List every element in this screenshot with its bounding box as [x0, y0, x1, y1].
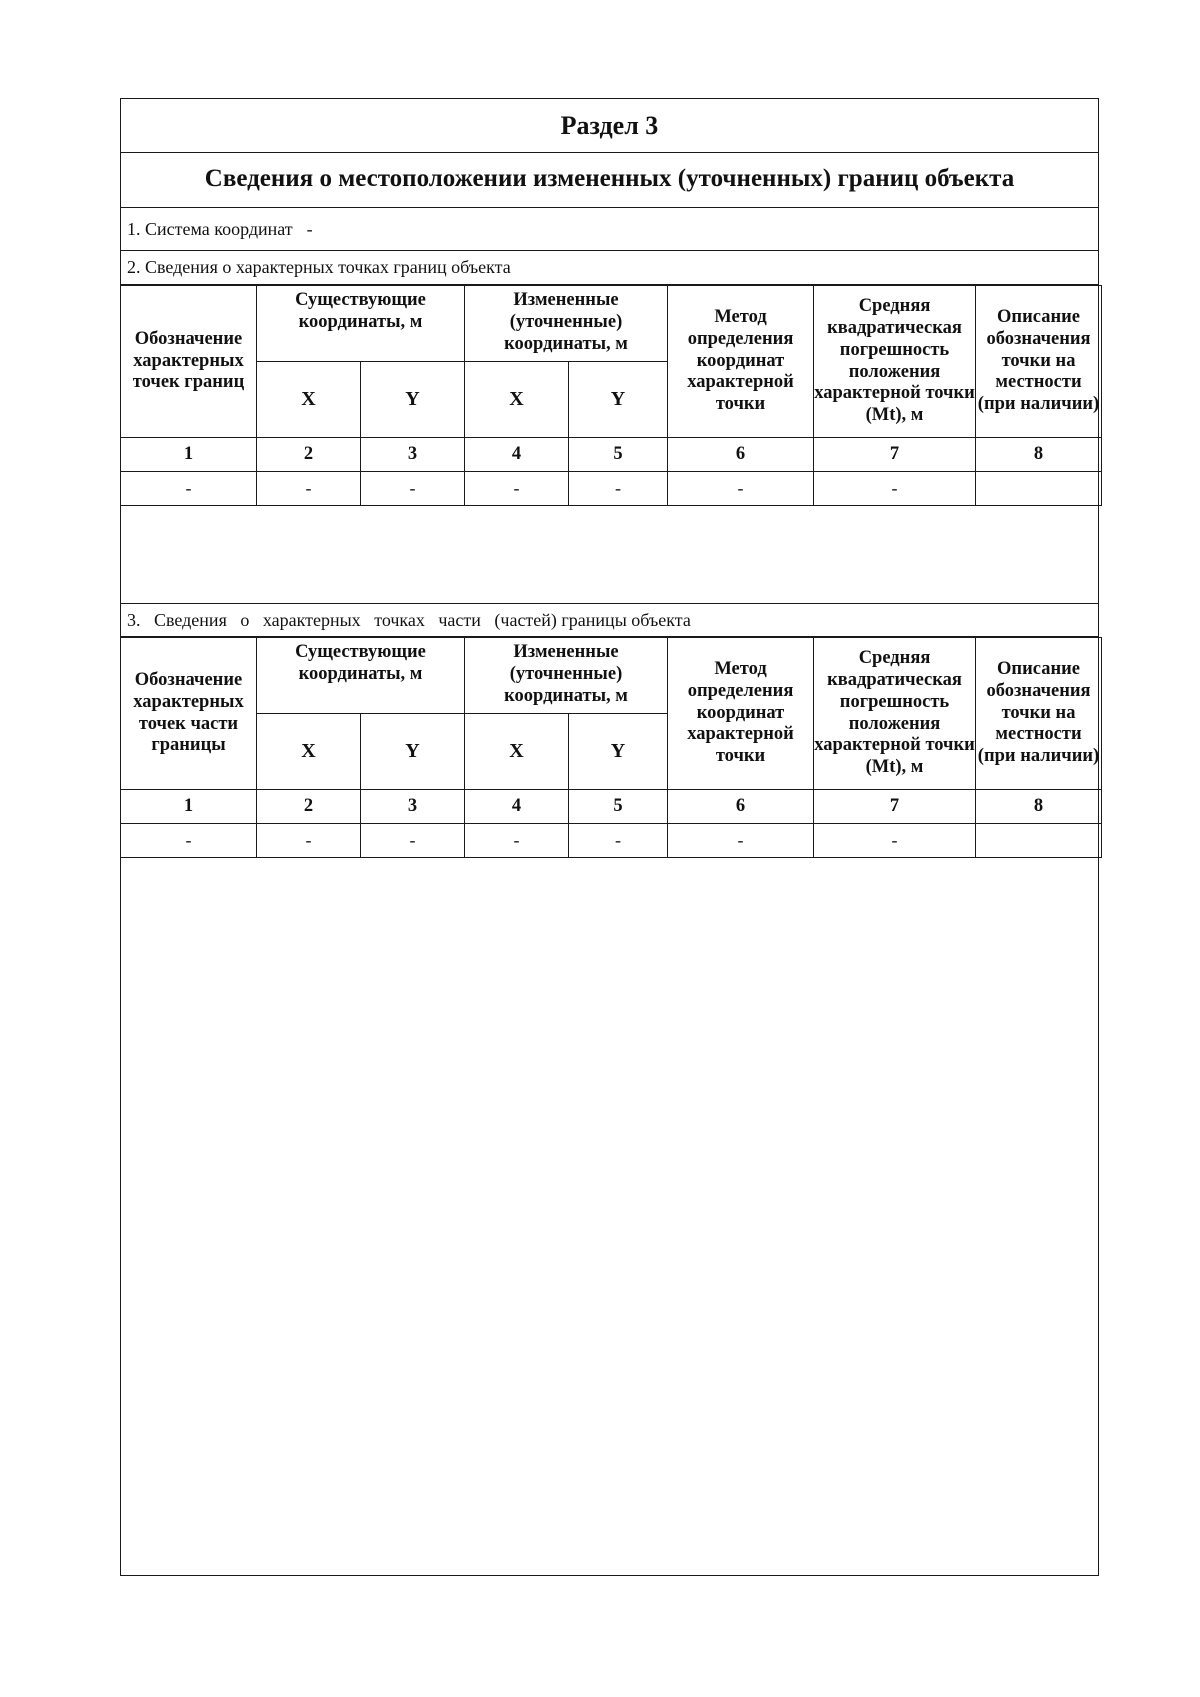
coord-system-row — [121, 208, 1098, 251]
header-y-existing: Y — [361, 362, 465, 438]
header-description: Описание обозначения точки на местности (при наличии) — [976, 286, 1102, 438]
part2-heading: 2. Сведения о характерных точках границ объекта — [121, 251, 1098, 285]
header-error: Средняя квадратическая погрешность положения характерной точки (Mt), м — [814, 638, 976, 790]
column-number: 8 — [976, 438, 1102, 472]
table-cell: - — [121, 824, 257, 858]
column-number: 7 — [814, 790, 976, 824]
column-number: 6 — [668, 438, 814, 472]
section-title: Раздел 3 — [121, 99, 1098, 153]
table-cell: - — [814, 824, 976, 858]
coord-system-label: 1. Система координат — [127, 219, 293, 239]
coord-system-value: - — [306, 219, 313, 239]
header-error: Средняя квадратическая погрешность положения характерной точки (Mt), м — [814, 286, 976, 438]
table-cell: - — [569, 472, 668, 506]
column-number: 7 — [814, 438, 976, 472]
header-changed-coords: Измененные (уточненные) координаты, м — [465, 638, 668, 714]
table-row — [121, 472, 1102, 506]
header-designation: Обозначение характерных точек части границы — [121, 638, 257, 790]
table-cell: - — [668, 824, 814, 858]
header-x-existing: X — [257, 362, 361, 438]
table-cell: - — [121, 472, 257, 506]
header-x-changed: X — [465, 714, 569, 790]
table-cell: - — [465, 472, 569, 506]
boundary-points-table — [120, 285, 1102, 506]
table-cell — [976, 472, 1102, 506]
header-y-changed: Y — [569, 362, 668, 438]
column-number: 2 — [257, 790, 361, 824]
table-cell — [976, 824, 1102, 858]
column-number: 6 — [668, 790, 814, 824]
header-y-existing: Y — [361, 714, 465, 790]
table-cell: - — [668, 472, 814, 506]
column-number: 1 — [121, 438, 257, 472]
column-number: 4 — [465, 438, 569, 472]
table-cell: - — [361, 824, 465, 858]
header-method: Метод определения координат характерной точки — [668, 638, 814, 790]
column-number: 8 — [976, 790, 1102, 824]
column-number: 3 — [361, 438, 465, 472]
table-cell: - — [361, 472, 465, 506]
table-cell: - — [257, 824, 361, 858]
table-cell: - — [814, 472, 976, 506]
column-number: 1 — [121, 790, 257, 824]
header-x-existing: X — [257, 714, 361, 790]
table-cell: - — [569, 824, 668, 858]
header-method: Метод определения координат характерной точки — [668, 286, 814, 438]
table-cell: - — [257, 472, 361, 506]
column-number: 4 — [465, 790, 569, 824]
header-description: Описание обозначения точки на местности (при наличии) — [976, 638, 1102, 790]
header-existing-coords: Существующие координаты, м — [257, 638, 465, 714]
header-designation: Обозначение характерных точек границ — [121, 286, 257, 438]
table-row — [121, 824, 1102, 858]
header-x-changed: X — [465, 362, 569, 438]
column-number-row — [121, 790, 1102, 824]
column-number-row — [121, 438, 1102, 472]
column-number: 5 — [569, 438, 668, 472]
document-frame — [120, 98, 1099, 1576]
header-y-changed: Y — [569, 714, 668, 790]
part-boundary-points-table — [120, 637, 1102, 858]
header-changed-coords: Измененные (уточненные) координаты, м — [465, 286, 668, 362]
column-number: 3 — [361, 790, 465, 824]
section-subtitle: Сведения о местоположении измененных (уточненных) границ объекта — [121, 153, 1098, 208]
part3-heading: 3. Сведения о характерных точках части (частей) границы объекта — [121, 603, 1098, 637]
table-cell: - — [465, 824, 569, 858]
column-number: 2 — [257, 438, 361, 472]
header-existing-coords: Существующие координаты, м — [257, 286, 465, 362]
column-number: 5 — [569, 790, 668, 824]
